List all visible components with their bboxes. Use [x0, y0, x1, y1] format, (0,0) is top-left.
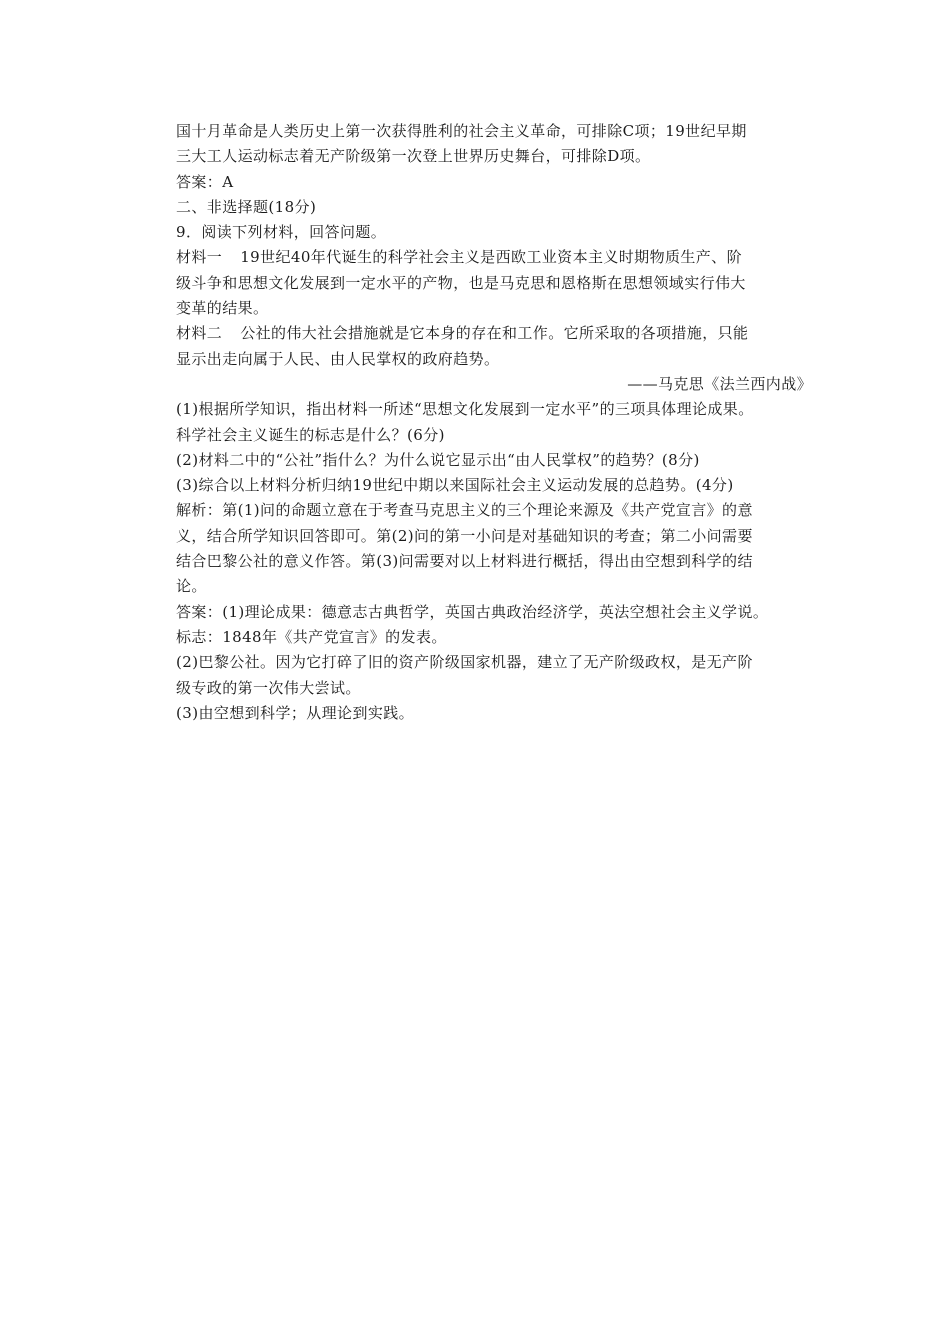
text-line: 三大工人运动标志着无产阶级第一次登上世界历史舞台，可排除D项。 — [176, 147, 651, 166]
text-line: 结合巴黎公社的意义作答。第(3)问需要对以上材料进行概括，得出由空想到科学的结 — [176, 552, 753, 571]
text-line: 论。 — [176, 577, 207, 596]
sub-question-3: (3)综合以上材料分析归纳19世纪中期以来国际社会主义运动发展的总趋势。(4分) — [176, 476, 734, 495]
text-line: 级专政的第一次伟大尝试。 — [176, 678, 361, 697]
question-title: 9．阅读下列材料，回答问题。 — [176, 223, 387, 242]
sub-question-2: (2)材料二中的“公社”指什么？为什么说它显示出“由人民掌权”的趋势？(8分) — [176, 450, 700, 469]
citation: ——马克思《法兰西内战》 — [627, 374, 812, 393]
material-two-line — [176, 321, 816, 346]
analysis-line: 解析：第(1)问的命题立意在于考查马克思主义的三个理论来源及《共产党宣言》的意 — [176, 501, 753, 520]
document-body — [176, 119, 816, 726]
answer-line: 答案：A — [176, 172, 234, 191]
material-one-line — [176, 245, 816, 270]
text-line: 显示出走向属于人民、由人民掌权的政府趋势。 — [176, 349, 500, 368]
text-line: 标志：1848年《共产党宣言》的发表。 — [176, 627, 447, 646]
text-line: (3)由空想到科学；从理论到实践。 — [176, 703, 415, 722]
material-one-text: 19世纪40年代诞生的科学社会主义是西欧工业资本主义时期物质生产、阶 — [240, 248, 742, 267]
material-two-label: 材料二 — [176, 324, 223, 343]
answer-line: 答案：(1)理论成果：德意志古典哲学，英国古典政治经济学，英法空想社会主义学说。 — [176, 602, 769, 621]
section-heading: 二、非选择题(18分) — [176, 197, 317, 216]
material-one-label: 材料一 — [176, 248, 223, 267]
material-two-text: 公社的伟大社会措施就是它本身的存在和工作。它所采取的各项措施，只能 — [240, 324, 749, 343]
text-line: 国十月革命是人类历史上第一次获得胜利的社会主义革命，可排除C项；19世纪早期 — [176, 122, 747, 140]
text-line: 义，结合所学知识回答即可。第(2)问的第一小问是对基础知识的考查；第二小问需要 — [176, 526, 753, 545]
text-line: 科学社会主义诞生的标志是什么？(6分) — [176, 425, 445, 444]
text-line: (2)巴黎公社。因为它打碎了旧的资产阶级国家机器，建立了无产阶级政权，是无产阶 — [176, 653, 753, 672]
text-line: 级斗争和思想文化发展到一定水平的产物，也是马克思和恩格斯在思想领域实行伟大 — [176, 273, 746, 292]
sub-question-1: (1)根据所学知识，指出材料一所述“思想文化发展到一定水平”的三项具体理论成果。 — [176, 400, 754, 419]
text-line: 变革的结果。 — [176, 299, 269, 318]
